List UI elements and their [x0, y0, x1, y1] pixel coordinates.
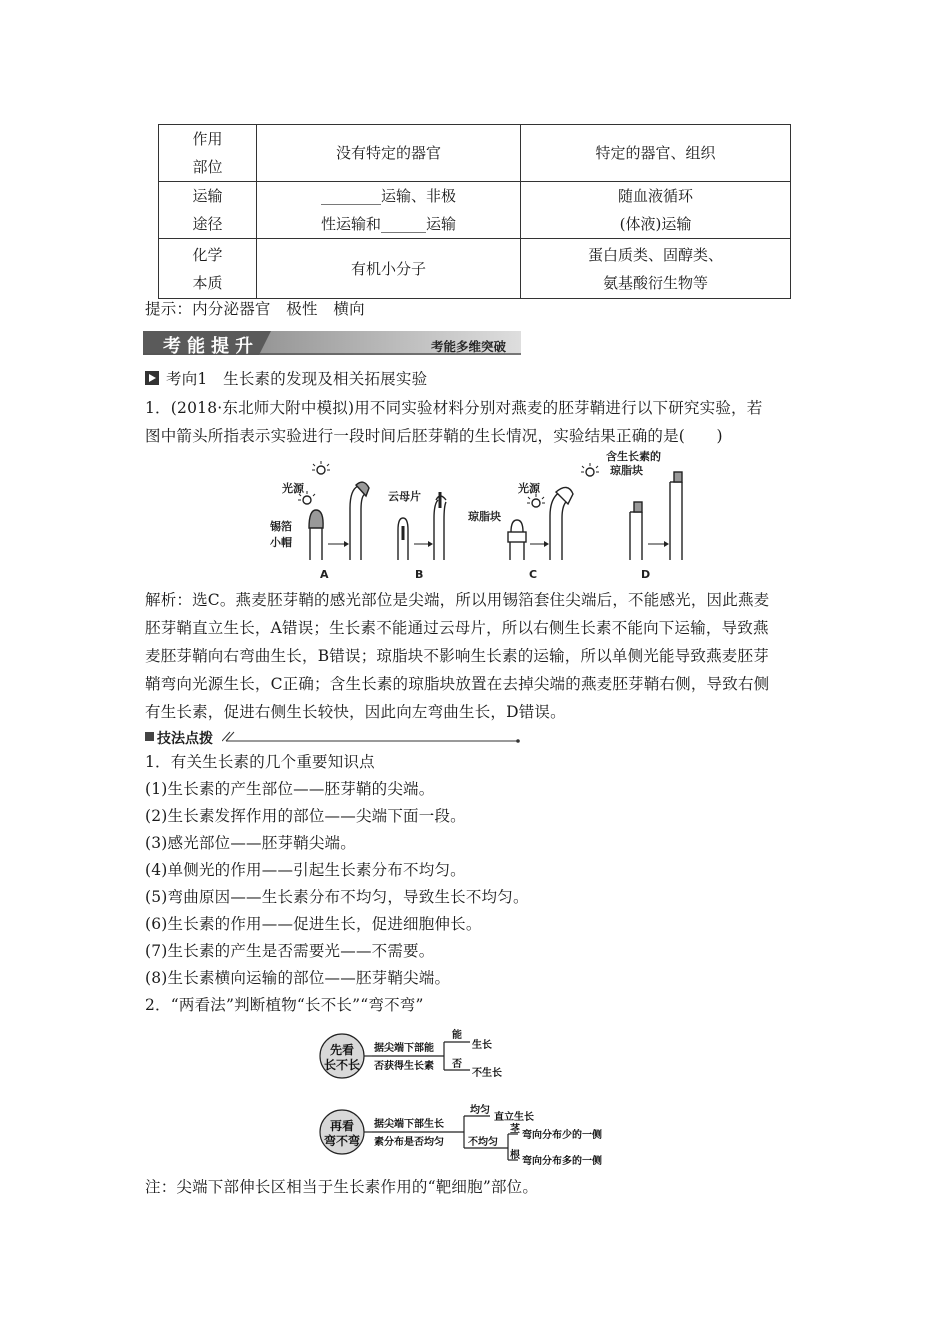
label-foil-b: 小帽: [270, 536, 292, 549]
row-label: 化学 本质: [159, 239, 257, 299]
square-icon: [145, 732, 154, 741]
row-label: 作用 部位: [159, 125, 257, 182]
table-cell: 特定的器官、组织: [521, 125, 791, 182]
circle1-line2: 长不长: [323, 1058, 361, 1072]
result-grow: 生长: [472, 1040, 492, 1051]
table-cell: ________运输、非极 性运输和______运输: [257, 182, 521, 239]
two-look-flowchart: [318, 1024, 638, 1174]
answer-even: 均匀: [470, 1105, 490, 1116]
tips-item: (5)弯曲原因——生长素分布不均匀，导致生长不均匀。: [145, 888, 529, 906]
circle2-line1: 再看: [329, 1119, 355, 1133]
question-line: 图中箭头所指表示实验进行一段时间后胚芽鞘的生长情况，实验结果正确的是( ): [145, 427, 723, 445]
circle2-line2: 弯不弯: [323, 1134, 361, 1148]
question2-line1: 据尖端下部生长: [374, 1119, 444, 1130]
panel-label-a: A: [320, 568, 329, 581]
label-agar-c: 琼脂块: [468, 510, 501, 523]
tips-heading: 1．有关生长素的几个重要知识点: [145, 753, 375, 771]
table-row: [159, 125, 791, 182]
section-title: 考向1 生长素的发现及相关拓展实验: [166, 370, 428, 388]
label-agar-d1: 含生长素的: [606, 450, 661, 463]
question1-line2: 否获得生长素: [374, 1061, 434, 1072]
tips-item: (6)生长素的作用——促进生长，促进细胞伸长。: [145, 915, 482, 933]
banner-subtitle: 考能多维突破: [431, 339, 507, 354]
answer-yes: 能: [452, 1030, 462, 1041]
circle1-line1: 先看: [329, 1043, 355, 1057]
coleoptile-figure: [268, 448, 698, 586]
table-cell: 随血液循环 (体液)运输: [521, 182, 791, 239]
tips-item: (3)感光部位——胚芽鞘尖端。: [145, 834, 356, 852]
label-agar-d2: 琼脂块: [610, 464, 643, 477]
tips-item: (8)生长素横向运输的部位——胚芽鞘尖端。: [145, 969, 451, 987]
question1-line1: 据尖端下部能: [374, 1043, 434, 1054]
tips-item: (7)生长素的产生是否需要光——不需要。: [145, 942, 435, 960]
result-nogrow: 不生长: [472, 1068, 502, 1079]
panel-label-d: D: [641, 568, 651, 581]
result-bend-less: 弯向分布少的一侧: [522, 1130, 602, 1141]
answer-uneven: 不均匀: [468, 1137, 498, 1148]
answer-no: 否: [452, 1059, 462, 1070]
table-cell: 没有特定的器官: [257, 125, 521, 182]
table-row: [159, 239, 791, 299]
table-cell: 蛋白质类、固醇类、 氨基酸衍生物等: [521, 239, 791, 299]
tips-divider: [222, 730, 522, 744]
comparison-table: [158, 124, 791, 299]
label-light-a: 光源: [282, 482, 304, 495]
table-cell: 有机小分子: [257, 239, 521, 299]
question2-line2: 素分布是否均匀: [374, 1137, 444, 1148]
row-label: 运输 途径: [159, 182, 257, 239]
label-root: 根: [510, 1150, 520, 1161]
tips-item: (2)生长素发挥作用的部位——尖端下面一段。: [145, 807, 466, 825]
note-text: 注：尖端下部伸长区相当于生长素作用的“靶细胞”部位。: [145, 1178, 539, 1196]
tips-item: (4)单侧光的作用——引起生长素分布不均匀。: [145, 861, 466, 879]
label-light-c: 光源: [518, 482, 540, 495]
tips-title: 技法点拨: [157, 731, 213, 747]
label-stem: 茎: [510, 1124, 520, 1135]
analysis-line: 麦胚芽鞘向右弯曲生长，B错误；琼脂块不影响生长素的运输，所以单侧光能导致燕麦胚芽: [145, 647, 769, 665]
label-foil-a: 锡箔: [270, 520, 292, 533]
label-mica: 云母片: [388, 490, 421, 503]
analysis-line: 胚芽鞘直立生长，A错误；生长素不能通过云母片，所以右侧生长素不能向下运输，导致燕: [145, 619, 769, 637]
result-bend-more: 弯向分布多的一侧: [522, 1156, 602, 1167]
question-line: 1．(2018·东北师大附中模拟)用不同实验材料分别对燕麦的胚芽鞘进行以下研究实验，若: [145, 399, 763, 417]
panel-label-c: C: [529, 568, 538, 581]
panel-label-b: B: [415, 568, 424, 581]
hint-text: 提示：内分泌器官 极性 横向: [145, 300, 365, 318]
analysis-line: 有生长素，促进右侧生长较快，因此向左弯曲生长，D错误。: [145, 703, 566, 721]
result-upright: 直立生长: [494, 1112, 534, 1123]
tips-heading: 2．“两看法”判断植物“长不长”“弯不弯”: [145, 996, 424, 1014]
tips-item: (1)生长素的产生部位——胚芽鞘的尖端。: [145, 780, 435, 798]
banner-title: 考能提升: [163, 336, 259, 357]
analysis-line: 解析：选C。燕麦胚芽鞘的感光部位是尖端，所以用锡箔套住尖端后，不能感光，因此燕麦: [145, 591, 770, 609]
analysis-line: 鞘弯向光源生长，C正确；含生长素的琼脂块放置在去掉尖端的燕麦胚芽鞘右侧，导致右侧: [145, 675, 770, 693]
table-row: [159, 182, 791, 239]
play-icon: [145, 371, 159, 385]
